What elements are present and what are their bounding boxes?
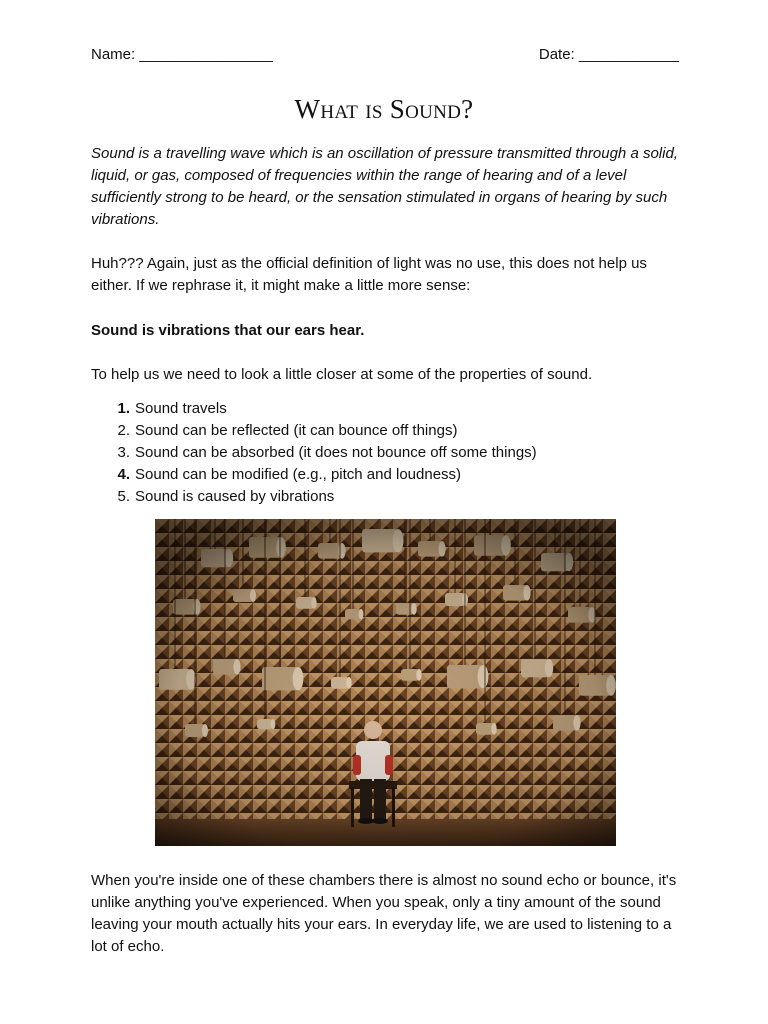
list-item (108, 464, 537, 486)
properties-intro: To help us we need to look a little closer at some of the properties of sound. (91, 366, 593, 383)
anechoic-chamber-photo (155, 519, 616, 846)
page-title: What is Sound? (294, 94, 474, 124)
list-number: 1. (117, 400, 130, 417)
list-text: Sound can be absorbed (it does not bounce off some things) (135, 444, 537, 461)
list-text: Sound can be reflected (it can bounce off things) (135, 422, 458, 439)
sound-definition: Sound is a travelling wave which is an oscillation of pressure transmitted through a solid, liquid, or gas, composed of frequencies within the range of hearing and of a level sufficiently strong to be heard, or the sensation stimulated in organs of hearing by such vibrations. (91, 145, 678, 228)
list-number: 3. (117, 444, 130, 461)
list-item (108, 398, 537, 420)
list-text: Sound travels (135, 400, 227, 417)
name-field: Name: ________________ (91, 46, 273, 63)
list-text: Sound can be modified (e.g., pitch and loudness) (135, 466, 462, 483)
closing-paragraph: When you're inside one of these chambers there is almost no sound echo or bounce, it's unlike anything you've experienced. When you speak, only a tiny amount of the sound leaving your mouth actually hits your ears. In everyday life, we are used to listening to a lot of echo. (91, 872, 677, 955)
list-text: Sound is caused by vibrations (135, 488, 335, 505)
date-field: Date: ____________ (538, 46, 679, 63)
properties-list (108, 398, 537, 508)
list-item (108, 420, 537, 442)
list-number: 4. (117, 466, 130, 483)
list-number: 2. (117, 422, 130, 439)
list-number: 5. (117, 488, 130, 505)
list-item (108, 486, 537, 508)
key-statement: Sound is vibrations that our ears hear. (91, 322, 365, 339)
list-item (108, 442, 537, 464)
rephrase-paragraph: Huh??? Again, just as the official definition of light was no use, this does not help us either. If we rephrase it, it might make a little more sense: (91, 255, 647, 294)
header-row (91, 46, 679, 68)
photo-vignette (155, 519, 616, 846)
